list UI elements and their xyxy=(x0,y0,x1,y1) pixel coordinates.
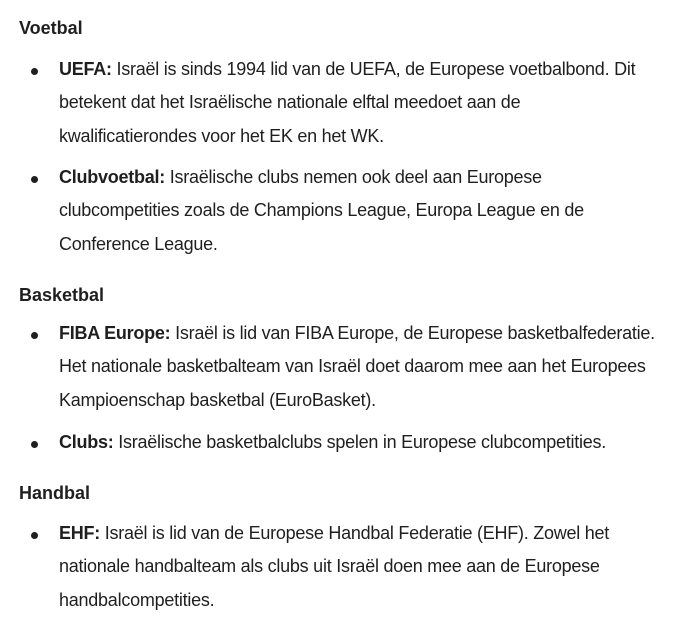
list-item-term: FIBA Europe: xyxy=(59,323,171,343)
section-heading-handbal: Handbal xyxy=(19,483,91,503)
bullet-icon xyxy=(31,176,38,183)
list-item-line: nationale handbalteam als clubs uit Israël doen mee aan de Europese xyxy=(59,556,600,577)
list-item-term: Clubvoetbal: xyxy=(59,167,166,187)
bullet-icon xyxy=(31,332,38,339)
list-item-line: kwalificatierondes voor het EK en het WK. xyxy=(59,125,384,146)
section-heading-voetbal: Voetbal xyxy=(19,18,83,38)
list-item-line: clubcompetities zoals de Champions League, Europa League en de xyxy=(59,200,584,221)
list-item-text xyxy=(59,161,693,261)
list-item-line: Het nationale basketbalteam van Israël doet daarom mee aan het Europees xyxy=(59,356,646,377)
list-item-line: Israël is lid van de Europese Handbal Federatie (EHF). Zowel het xyxy=(100,523,610,543)
list-item-term: Clubs: xyxy=(59,432,114,452)
list-item-line: betekent dat het Israëlische nationale elftal meedoet aan de xyxy=(59,92,521,113)
list-item-line: Israëlische basketbalclubs spelen in Europese clubcompetities. xyxy=(113,432,607,452)
list-item-term: EHF: xyxy=(59,523,100,543)
list-item-line: Israëlische clubs nemen ook deel aan Europese xyxy=(165,167,542,187)
list-item-line: Israël is lid van FIBA Europe, de Europese basketbalfederatie. xyxy=(170,323,655,343)
list-item-text xyxy=(59,53,693,153)
bullet-icon xyxy=(31,532,38,539)
list-item-text xyxy=(59,517,693,617)
list-item-term: UEFA: xyxy=(59,59,112,79)
list-item-line: Israël is sinds 1994 lid van de UEFA, de Europese voetbalbond. Dit xyxy=(111,59,636,79)
list-item-text xyxy=(59,317,693,417)
list-item-line: Kampioenschap basketbal (EuroBasket). xyxy=(59,389,376,410)
section-heading-basketbal: Basketbal xyxy=(19,285,105,305)
bullet-icon xyxy=(31,441,38,448)
list-item-line: Conference League. xyxy=(59,233,218,254)
list-item-line: handbalcompetities. xyxy=(59,589,215,610)
bullet-icon xyxy=(31,68,38,75)
list-item-text xyxy=(59,426,693,459)
